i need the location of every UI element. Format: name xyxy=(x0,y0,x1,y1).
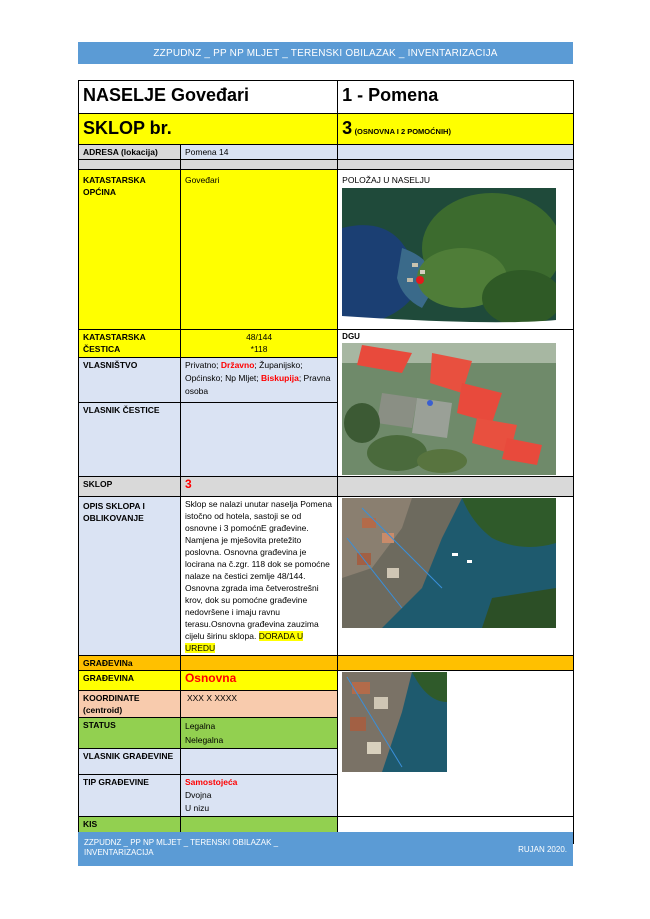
cestica-value-1: 48/144 xyxy=(246,332,273,342)
vlasnistvo-value: Privatno; Državno; Županijsko; Općinsko; Np Mljet; Biskupija; Pravna osoba xyxy=(180,357,337,402)
koordinate-label: KOORDINATE (centroid) xyxy=(79,691,181,718)
footer-left: ZZPUDNZ _ PP NP MLJET _ TERENSKI OBILAZAK _ INVENTARIZACIJA xyxy=(84,838,279,857)
tip-label: TIP GRAĐEVINE xyxy=(79,775,181,817)
vlasnik-cestice-label: VLASNIK ČESTICE xyxy=(79,402,181,476)
dgu-cadastre-image xyxy=(342,343,556,475)
koordinate-value: XXX X XXXX xyxy=(180,691,337,718)
dgu-cell xyxy=(338,330,574,477)
vlasnik-gradevine-label: VLASNIK GRAĐEVINE xyxy=(79,749,181,775)
status-label: STATUS xyxy=(79,718,181,749)
footer-bar xyxy=(78,832,573,866)
adresa-label: ADRESA (lokacija) xyxy=(79,145,181,160)
gradevina-value: Osnovna xyxy=(180,671,337,691)
vlasnistvo-label: VLASNIŠTVO xyxy=(79,357,181,402)
katastarska-opcina-label: KATASTARSKA OPĆINA xyxy=(79,170,181,330)
cestica-values xyxy=(180,330,337,358)
opis-highlight: DORADA U UREDU xyxy=(184,631,304,653)
sklop-row-value: 3 xyxy=(180,477,337,497)
place-title: 1 - Pomena xyxy=(338,81,574,114)
opis-image-cell xyxy=(338,497,574,656)
sklop-aerial-image xyxy=(342,498,556,628)
header-banner: ZZPUDNZ _ PP NP MLJET _ TERENSKI OBILAZAK _ INVENTARIZACIJA xyxy=(78,42,573,64)
naselje-title: NASELJE Goveđari xyxy=(79,81,338,114)
sklop-title: SKLOP br. xyxy=(79,114,338,145)
opis-value: Sklop se nalazi unutar naselja Pomena istočno od hotela, sastoji se od osnovne i 3 pomoćnE građevine. Namjena je mješovita pretežito poslovna. Osnovna građevina je locirana na č.zgr. 118 dok se pomoćne nalaze na čestici zemlje 48/144. Osnovna zgrada ima četverostrešni krov, dok su pomoćne građevine nedovršene i imaju ravnu terasu.Osnovna građevina zauzima cijelu širinu sklopa. DORADA U UREDU xyxy=(180,497,337,656)
sklop-note: (OSNOVNA I 2 POMOĆNIH) xyxy=(354,127,451,136)
gradevina-label: GRAĐEVINA xyxy=(79,671,181,691)
katastarska-opcina-value: Goveđari xyxy=(180,170,337,330)
polozaj-cell xyxy=(338,170,574,330)
dgu-label: DGU xyxy=(342,332,360,341)
kis-kig-label: KIS xyxy=(79,817,181,844)
gradevina-image-cell xyxy=(338,671,574,817)
sklop-number-title: 3 (OSNOVNA I 2 POMOĆNIH) xyxy=(338,114,574,145)
tip-values: Samostojeća Dvojna U nizu xyxy=(180,775,337,817)
polozaj-label: POLOŽAJ U NASELJU xyxy=(342,175,431,185)
gradevina-aerial-image xyxy=(342,672,447,772)
inventory-sheet xyxy=(78,80,574,844)
adresa-value: Pomena 14 xyxy=(180,145,337,160)
sklop-row-label: SKLOP xyxy=(79,477,181,497)
status-values: Legalna Nelegalna xyxy=(180,718,337,749)
polozaj-aerial-image xyxy=(342,188,556,328)
footer-date: RUJAN 2020. xyxy=(518,845,567,854)
cestica-value-2: *118 xyxy=(250,344,268,354)
gradevina-header: GRAĐEVINa xyxy=(79,656,181,671)
opis-label: OPIS SKLOPA I OBLIKOVANJE xyxy=(79,497,181,656)
katastarska-cestica-label: KATASTARSKA ČESTICA xyxy=(79,330,181,358)
